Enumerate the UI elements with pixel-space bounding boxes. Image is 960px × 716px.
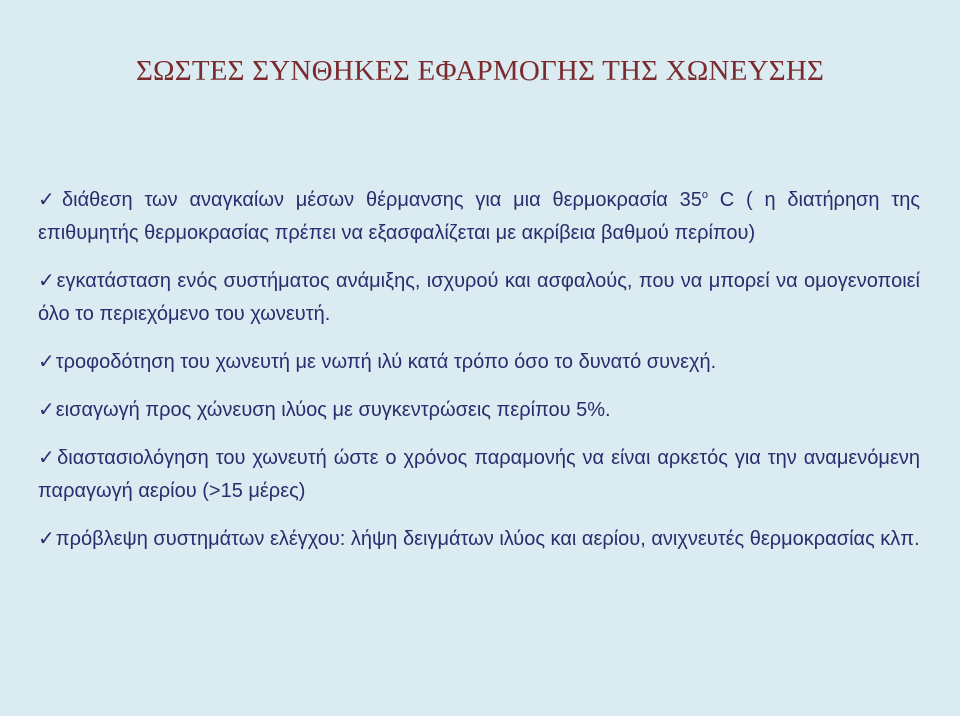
bullet-text: C ( η διατήρηση της επιθυμητής θερμοκρασίας πρέπει να εξασφαλίζεται με ακρίβεια βαθμού περίπου) <box>38 189 920 244</box>
slide-title: ΣΩΣΤΕΣ ΣΥΝΘΗΚΕΣ ΕΦΑΡΜΟΓΗΣ ΤΗΣ ΧΩΝΕΥΣΗΣ <box>135 55 825 87</box>
bullet-item <box>38 522 920 556</box>
check-mark-icon: ✓ <box>38 397 55 421</box>
bullet-item <box>38 264 920 331</box>
bullet-text: διαστασιολόγηση του χωνευτή ώστε ο χρόνος παραμονής να είναι αρκετός για την αναμενόμενη παραγωγή αερίου (>15 μέρες) <box>38 447 920 502</box>
check-mark-icon: ✓ <box>38 349 55 373</box>
check-mark-icon: ✓ <box>38 268 56 292</box>
bullet-item <box>38 393 920 427</box>
bullet-list <box>38 183 920 570</box>
bullet-text: πρόβλεψη συστημάτων ελέγχου: λήψη δειγμάτων ιλύος και αερίου, ανιχνευτές θερμοκρασίας κλπ. <box>55 528 920 550</box>
bullet-item <box>38 183 920 250</box>
check-mark-icon: ✓ <box>38 187 61 211</box>
check-mark-icon: ✓ <box>38 445 57 469</box>
bullet-text: εγκατάσταση ενός συστήματος ανάμιξης, ισχυρού και ασφαλούς, που να μπορεί να ομογενοποιεί όλο το περιεχόμενο του χωνευτή. <box>38 270 920 325</box>
degree-superscript: ο <box>701 189 708 201</box>
bullet-text: τροφοδότηση του χωνευτή με νωπή ιλύ κατά τρόπο όσο το δυνατό συνεχή. <box>55 351 717 373</box>
check-mark-icon: ✓ <box>38 526 55 550</box>
bullet-text: εισαγωγή προς χώνευση ιλύος με συγκεντρώσεις περίπου 5%. <box>55 399 611 421</box>
bullet-item <box>38 441 920 508</box>
bullet-item <box>38 345 920 379</box>
bullet-text: διάθεση των αναγκαίων μέσων θέρμανσης για μια θερμοκρασία 35 <box>62 189 702 211</box>
